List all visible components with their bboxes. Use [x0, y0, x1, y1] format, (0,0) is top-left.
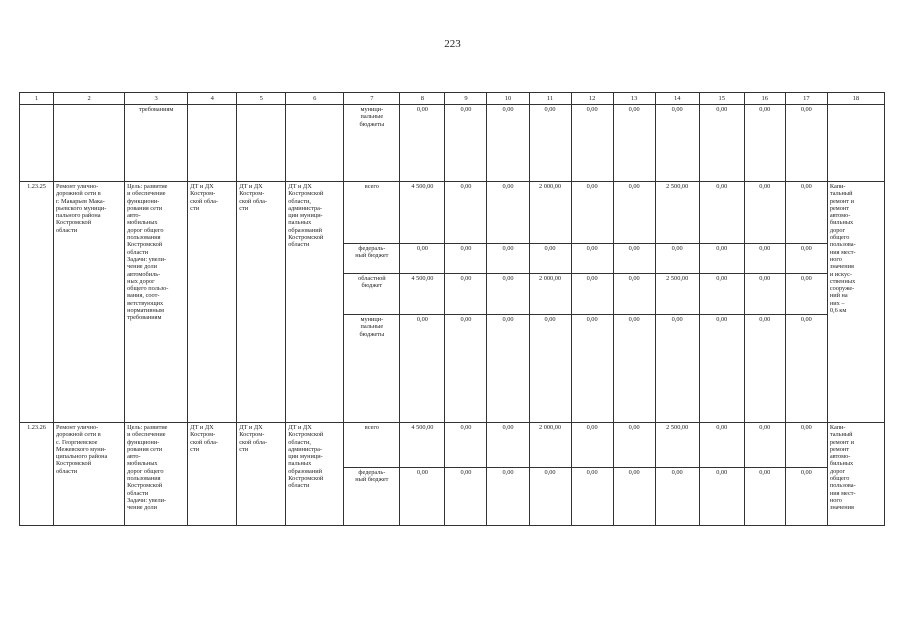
- header-cell: 7: [344, 93, 400, 105]
- funding-source-cell: муници- пальные бюджеты: [344, 105, 400, 182]
- value-cell: 0,00: [744, 182, 785, 244]
- value-cell: 0,00: [571, 468, 613, 526]
- value-cell: 0,00: [487, 182, 529, 244]
- page-number: 223: [444, 38, 461, 50]
- header-cell: 3: [125, 93, 188, 105]
- code-cell: [20, 105, 54, 182]
- value-cell: 0,00: [400, 468, 445, 526]
- value-cell: 0,00: [400, 105, 445, 182]
- executor-cell: ДТ и ДХ Костром- ской обла- сти: [188, 182, 237, 423]
- funding-source-cell: федераль- ный бюджет: [344, 244, 400, 274]
- value-cell: 0,00: [785, 244, 827, 274]
- value-cell: 0,00: [699, 315, 744, 423]
- value-cell: 0,00: [445, 315, 487, 423]
- value-cell: 4 500,00: [400, 423, 445, 468]
- value-cell: 0,00: [699, 105, 744, 182]
- value-cell: 0,00: [487, 105, 529, 182]
- value-cell: 0,00: [699, 423, 744, 468]
- value-cell: 0,00: [744, 274, 785, 315]
- value-cell: 0,00: [699, 468, 744, 526]
- funding-source-cell: федераль- ный бюджет: [344, 468, 400, 526]
- value-cell: 0,00: [785, 468, 827, 526]
- value-cell: 0,00: [400, 244, 445, 274]
- value-cell: 0,00: [655, 468, 699, 526]
- value-cell: 0,00: [445, 244, 487, 274]
- value-cell: 0,00: [785, 182, 827, 244]
- header-cell: 8: [400, 93, 445, 105]
- value-cell: 0,00: [613, 468, 655, 526]
- coexecutor-cell: [286, 105, 344, 182]
- executor-cell: ДТ и ДХ Костром- ской обла- сти: [188, 423, 237, 526]
- header-cell: 13: [613, 93, 655, 105]
- value-cell: 0,00: [744, 105, 785, 182]
- program-table: [19, 92, 885, 526]
- value-cell: 0,00: [400, 315, 445, 423]
- header-cell: 16: [744, 93, 785, 105]
- value-cell: 2 500,00: [655, 274, 699, 315]
- header-row: [20, 93, 885, 105]
- value-cell: 2 000,00: [529, 423, 571, 468]
- value-cell: 0,00: [529, 315, 571, 423]
- value-cell: 0,00: [785, 315, 827, 423]
- value-cell: 0,00: [445, 468, 487, 526]
- value-cell: 0,00: [529, 244, 571, 274]
- value-cell: 2 000,00: [529, 274, 571, 315]
- value-cell: 2 500,00: [655, 423, 699, 468]
- header-cell: 10: [487, 93, 529, 105]
- value-cell: 0,00: [613, 274, 655, 315]
- value-cell: 0,00: [529, 468, 571, 526]
- header-cell: 11: [529, 93, 571, 105]
- funding-source-cell: всего: [344, 182, 400, 244]
- value-cell: 4 500,00: [400, 182, 445, 244]
- header-cell: 12: [571, 93, 613, 105]
- executor-cell: [188, 105, 237, 182]
- header-cell: 6: [286, 93, 344, 105]
- value-cell: 0,00: [655, 244, 699, 274]
- name-cell: Ремонт улично- дорожной сети в г. Макарьев Мака- рьевского муници- пального района Костромской области: [54, 182, 125, 423]
- value-cell: 0,00: [655, 315, 699, 423]
- value-cell: 0,00: [487, 244, 529, 274]
- value-cell: 0,00: [487, 315, 529, 423]
- name-cell: [54, 105, 125, 182]
- funding-source-cell: всего: [344, 423, 400, 468]
- value-cell: 0,00: [744, 315, 785, 423]
- funding-source-cell: областной бюджет: [344, 274, 400, 315]
- value-cell: 0,00: [785, 105, 827, 182]
- goal-cell: Цель: развитие и обеспечение функциони- рования сети авто- мобильных дорог общего пользования Костромской области Задачи: увели- чение доли автомобиль- ных дорог общего пользо- вания, соот- ветствующих нормативным требованиям: [125, 182, 188, 423]
- value-cell: 0,00: [699, 182, 744, 244]
- value-cell: 0,00: [571, 423, 613, 468]
- value-cell: 0,00: [571, 315, 613, 423]
- value-cell: 0,00: [785, 423, 827, 468]
- result-cell: Капи- тальный ремонт и ремонт автомо- бильных дорог общего пользова- ния мест- ного значения: [827, 423, 884, 526]
- value-cell: 0,00: [487, 468, 529, 526]
- goal-cell: Цель: развитие и обеспечение функциони- рования сети авто- мобильных дорог общего пользования Костромской области Задачи: увели- чение доли: [125, 423, 188, 526]
- header-cell: 1: [20, 93, 54, 105]
- value-cell: 0,00: [571, 105, 613, 182]
- funding-source-cell: муници- пальные бюджеты: [344, 315, 400, 423]
- value-cell: 0,00: [655, 105, 699, 182]
- header-cell: 15: [699, 93, 744, 105]
- value-cell: 0,00: [487, 423, 529, 468]
- value-cell: 4 500,00: [400, 274, 445, 315]
- value-cell: 0,00: [445, 182, 487, 244]
- table-row: [20, 423, 885, 468]
- header-cell: 2: [54, 93, 125, 105]
- executor-cell: ДТ и ДХ Костром- ской обла- сти: [237, 423, 286, 526]
- table-row: [20, 105, 885, 182]
- value-cell: 0,00: [744, 468, 785, 526]
- value-cell: 0,00: [744, 244, 785, 274]
- header-cell: 18: [827, 93, 884, 105]
- value-cell: 0,00: [699, 244, 744, 274]
- header-cell: 14: [655, 93, 699, 105]
- goal-cell: требованиям: [125, 105, 188, 182]
- value-cell: 0,00: [613, 315, 655, 423]
- value-cell: 0,00: [613, 182, 655, 244]
- value-cell: 0,00: [613, 244, 655, 274]
- coexecutor-cell: ДТ и ДХ Костромской области, администра- ции муници- пальных образований Костромской области: [286, 423, 344, 526]
- code-cell: 1.23.26: [20, 423, 54, 526]
- header-cell: 5: [237, 93, 286, 105]
- value-cell: 0,00: [571, 274, 613, 315]
- coexecutor-cell: ДТ и ДХ Костромской области, администра- ции муници- пальных образований Костромской области: [286, 182, 344, 423]
- header-cell: 4: [188, 93, 237, 105]
- code-cell: 1.23.25: [20, 182, 54, 423]
- value-cell: 0,00: [571, 244, 613, 274]
- value-cell: 0,00: [613, 423, 655, 468]
- value-cell: 0,00: [744, 423, 785, 468]
- value-cell: 0,00: [613, 105, 655, 182]
- value-cell: 0,00: [487, 274, 529, 315]
- value-cell: 0,00: [445, 105, 487, 182]
- name-cell: Ремонт улично- дорожной сети в с. Георгиевское Межевского муни- ципального района Костромской области: [54, 423, 125, 526]
- header-cell: 17: [785, 93, 827, 105]
- executor-cell: ДТ и ДХ Костром- ской обла- сти: [237, 182, 286, 423]
- header-cell: 9: [445, 93, 487, 105]
- value-cell: 0,00: [571, 182, 613, 244]
- value-cell: 2 500,00: [655, 182, 699, 244]
- result-cell: [827, 105, 884, 182]
- value-cell: 0,00: [529, 105, 571, 182]
- executor-cell: [237, 105, 286, 182]
- value-cell: 0,00: [445, 423, 487, 468]
- value-cell: 0,00: [785, 274, 827, 315]
- value-cell: 2 000,00: [529, 182, 571, 244]
- table-row: [20, 182, 885, 244]
- value-cell: 0,00: [445, 274, 487, 315]
- result-cell: Капи- тальный ремонт и ремонт автомо- бильных дорог общего пользова- ния мест- ного значения и искус- ственных сооруже- ний на них – 0,6 км: [827, 182, 884, 423]
- value-cell: 0,00: [699, 274, 744, 315]
